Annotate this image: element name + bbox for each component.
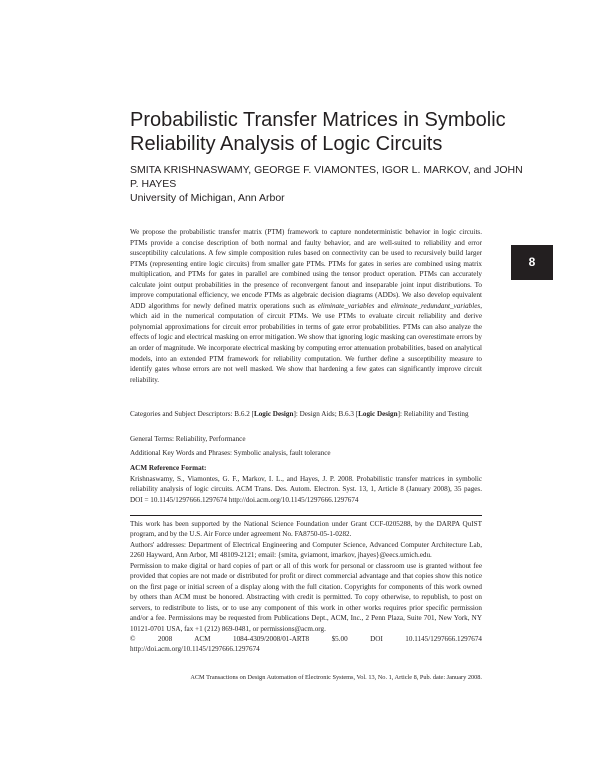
authors-address: Authors' addresses: Department of Electrical Engineering and Computer Science, Advanced Computer Architecture Lab, 2260 Hayward, Ann Arbor, MI 48109-2121; email: {smita, gviamont, imarkov, jhayes}@eecs.umich.edu.: [130, 540, 482, 560]
categories-term-logic-design-2: Logic Design: [358, 410, 398, 418]
categories-lead: Categories and Subject Descriptors: B.6.2 [: [130, 410, 254, 418]
abstract: [130, 227, 482, 385]
acm-reference-format: [130, 463, 482, 505]
author-list: SMITA KRISHNASWAMY, GEORGE F. VIAMONTES, IGOR L. MARKOV, and JOHN P. HAYES: [130, 164, 523, 190]
abstract-emph-eliminate-redundant-variables: eliminate_redundant_variables: [390, 301, 481, 310]
abstract-emph-eliminate-variables: eliminate_variables: [317, 301, 375, 310]
acm-reference-heading: ACM Reference Format:: [130, 464, 207, 472]
categories-term-logic-design-1: Logic Design: [253, 410, 294, 418]
footnote-divider: [130, 515, 482, 516]
permission-notice: Permission to make digital or hard copies of part or all of this work for personal or classroom use is granted without fee provided that copies are not made or distributed for profit or direct commercial advantage and that copies show this notice on the first page or initial screen of a display along with the full citation. Copyrights for components of this work owned by others than ACM must be honored. Abstracting with credit is permitted. To copy otherwise, to republish, to post on servers, to redistribute to lists, or to use any component of this work in other works requires prior specific permission and/or a fee. Permissions may be requested from Publications Dept., ACM, Inc., 2 Penn Plaza, Suite 701, New York, NY 10121-0701 USA, fax +1 (212) 869-0481, or permissions@acm.org.: [130, 561, 482, 633]
abstract-and: and: [377, 301, 388, 310]
categories-mid: ]: Design Aids; B.6.3 [: [293, 410, 359, 418]
paper-title: Probabilistic Transfer Matrices in Symbolic Reliability Analysis of Logic Circuits: [130, 109, 506, 155]
copyright-line: © 2008 ACM 1084-4309/2008/01-ART8 $5.00 DOI 10.1145/1297666.1297674 http://doi.acm.org/10.1145/1297666.1297674: [130, 634, 482, 654]
footnote-block: [130, 519, 482, 655]
article-number-tab: 8: [511, 245, 553, 280]
categories-tail: ]: Reliability and Testing: [397, 410, 469, 418]
keywords: Additional Key Words and Phrases: Symbolic analysis, fault tolerance: [130, 449, 331, 457]
acm-reference-citation: Krishnaswamy, S., Viamontes, G. F., Markov, I. L., and Hayes, J. P. 2008. Probabilistic transfer matrices in symbolic reliability analysis of logic circuits. ACM Trans. Des. Autom. Electron. Syst. 13, 1, Article 8 (January 2008), 35 pages. DOI = 10.1145/1297666.1297674 http://doi.acm.org/10.1145/1297666.1297674: [130, 474, 482, 504]
affiliation: University of Michigan, Ann Arbor: [130, 192, 285, 204]
general-terms: General Terms: Reliability, Performance: [130, 435, 246, 443]
funding-note: This work has been supported by the National Science Foundation under Grant CCF-0205288, by the DARPA QuIST program, and by the U.S. Air Force under agreement No. FA8750-05-1-0282.: [130, 520, 482, 539]
abstract-text-2: , which aid in the numerical computation of circuit PTMs. We use PTMs to evaluate circuit reliability and derive polynomial approximations for circuit error probabilities in terms of gate error probabilities. PTMs can also analyze the effects of logic and electrical masking on error mitigation. We show that ignoring logic masking can overestimate errors by an order of magnitude. We incorporate electrical masking by computing error attenuation probabilities, based on analytical models, into an extended PTM framework for reliability computation. We further define a susceptibility measure to identify gates whose errors are not well masked. We show that hardening a few gates can significantly improve circuit reliability.: [130, 301, 482, 384]
abstract-text-1: We propose the probabilistic transfer matrix (PTM) framework to capture nondeterministic behavior in logic circuits. PTMs provide a concise description of both normal and faulty behavior, and are well-suited to reliability and error susceptibility calculations. A few simple composition rules based on connectivity can be used to recursively build larger PTMs (representing entire logic circuits) from smaller gate PTMs. PTMs for gates in series are combined using matrix multiplication, and PTMs for gates in parallel are combined using the tensor product operation. PTMs can accurately calculate joint output probabilities in the presence of reconvergent fanout and inseparable joint input distributions. To improve computational efficiency, we encode PTMs as algebraic decision diagrams (ADDs). We also develop equivalent ADD algorithms for newly defined matrix operations such as: [130, 228, 482, 310]
categories-descriptors: [130, 409, 482, 420]
running-footer: ACM Transactions on Design Automation of Electronic Systems, Vol. 13, No. 1, Article 8, Pub. date: January 2008.: [190, 674, 482, 681]
